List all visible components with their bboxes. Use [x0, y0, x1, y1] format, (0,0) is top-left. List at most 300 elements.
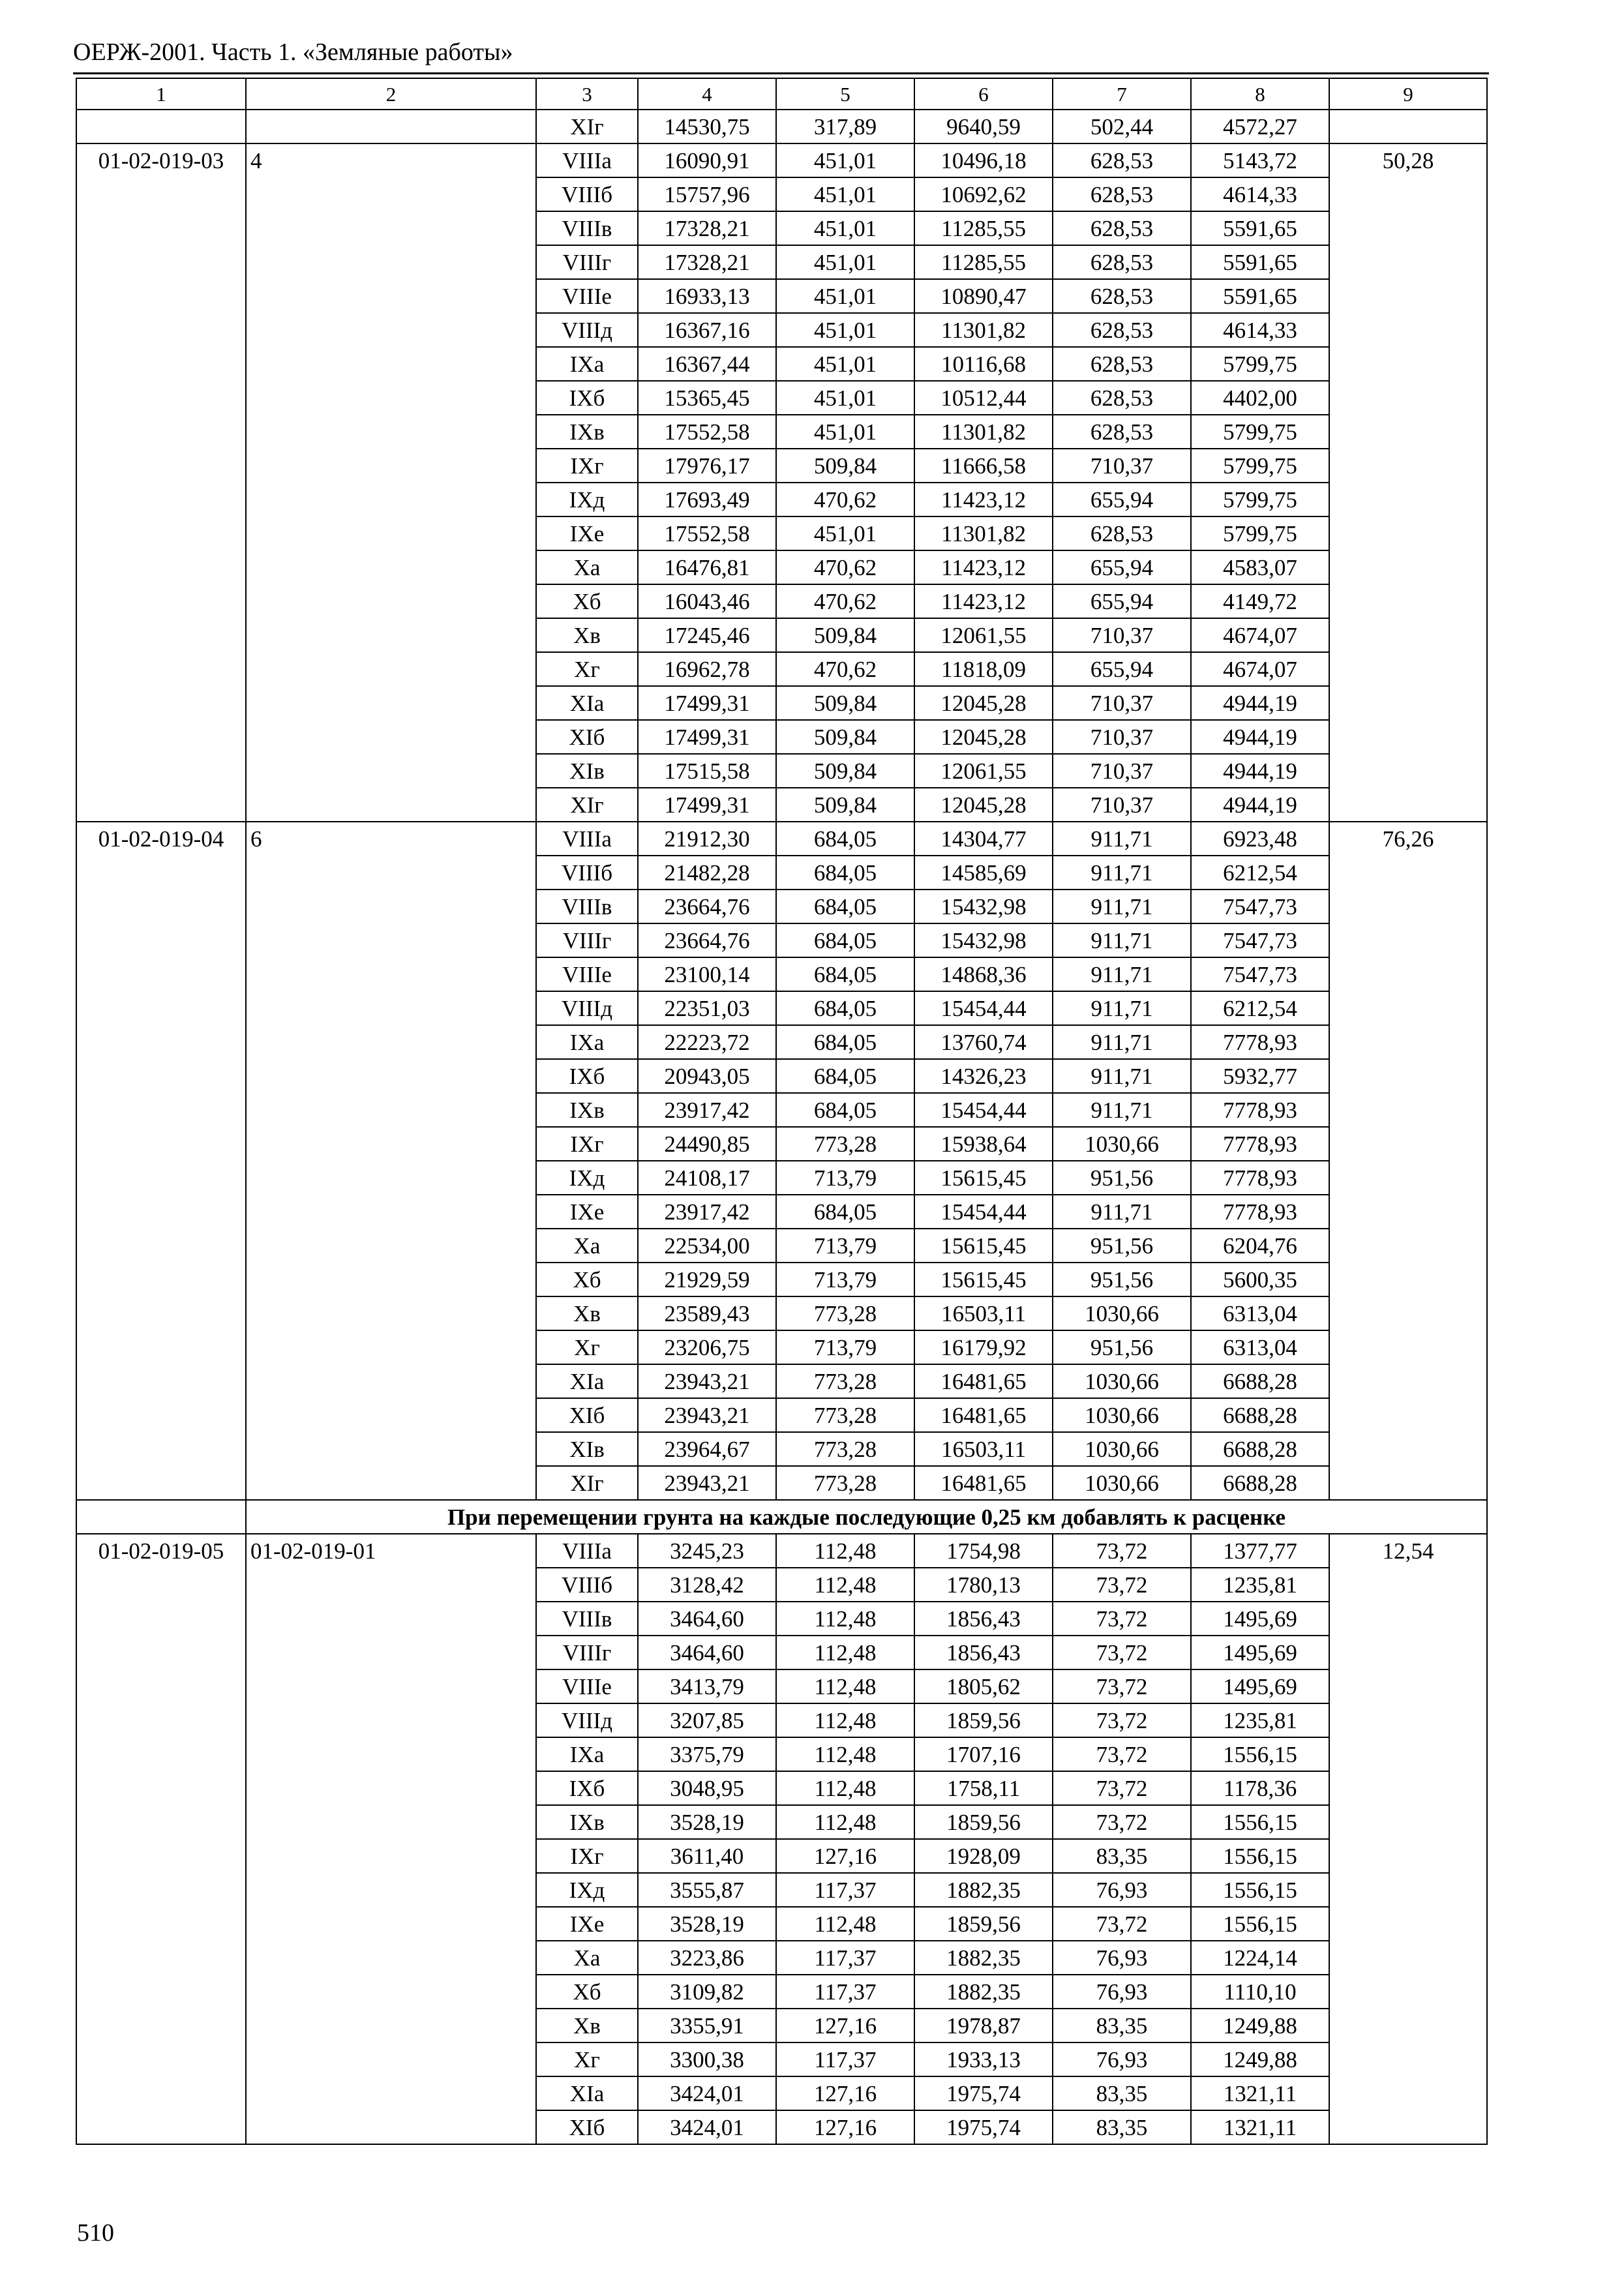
table-cell: 1178,36 — [1191, 1771, 1329, 1805]
table-cell: 4402,00 — [1191, 381, 1329, 415]
table-cell: 951,56 — [1053, 1263, 1191, 1296]
soil-group: VIIIв — [536, 211, 638, 245]
table-cell: 21912,30 — [638, 822, 776, 856]
table-cell: 451,01 — [776, 381, 914, 415]
table-cell: 6688,28 — [1191, 1432, 1329, 1466]
table-cell: 14530,75 — [638, 110, 776, 143]
table-cell: 1030,66 — [1053, 1127, 1191, 1161]
table-cell: 713,79 — [776, 1229, 914, 1263]
table-cell: 1556,15 — [1191, 1737, 1329, 1771]
table-cell: 16481,65 — [914, 1364, 1053, 1398]
soil-group: IXб — [536, 1771, 638, 1805]
table-cell: 17328,21 — [638, 211, 776, 245]
column-number: 1 — [76, 78, 246, 110]
table-cell: 17499,31 — [638, 686, 776, 720]
column-number: 9 — [1329, 78, 1487, 110]
soil-group: IXг — [536, 449, 638, 483]
table-cell: 22534,00 — [638, 1229, 776, 1263]
table-cell: 14585,69 — [914, 856, 1053, 890]
table-cell: 509,84 — [776, 720, 914, 754]
table-cell: 4614,33 — [1191, 313, 1329, 347]
table-cell: 3464,60 — [638, 1636, 776, 1669]
soil-group: IXе — [536, 516, 638, 550]
table-cell: 3528,19 — [638, 1805, 776, 1839]
soil-group: IXг — [536, 1839, 638, 1873]
soil-group: VIIIа — [536, 822, 638, 856]
table-row — [76, 110, 1487, 143]
soil-group: Xг — [536, 2042, 638, 2076]
table-cell: 16367,44 — [638, 347, 776, 381]
table-cell: 1030,66 — [1053, 1296, 1191, 1330]
table-cell: 76,93 — [1053, 1873, 1191, 1907]
soil-group: IXд — [536, 1161, 638, 1195]
soil-group: VIIIе — [536, 957, 638, 991]
table-cell: 11285,55 — [914, 211, 1053, 245]
table-cell: 7778,93 — [1191, 1093, 1329, 1127]
table-cell: 509,84 — [776, 754, 914, 788]
soil-group: IXа — [536, 1737, 638, 1771]
table-cell: 17976,17 — [638, 449, 776, 483]
column-9-value: 50,28 — [1329, 143, 1487, 822]
soil-group: VIIIв — [536, 890, 638, 923]
table-cell: 7778,93 — [1191, 1127, 1329, 1161]
soil-group: VIIIд — [536, 313, 638, 347]
table-cell: 11818,09 — [914, 652, 1053, 686]
table-cell: 911,71 — [1053, 856, 1191, 890]
soil-group: IXе — [536, 1907, 638, 1941]
table-cell: 21482,28 — [638, 856, 776, 890]
table-cell: 3528,19 — [638, 1907, 776, 1941]
table-cell: 112,48 — [776, 1669, 914, 1703]
table-cell: 14326,23 — [914, 1059, 1053, 1093]
soil-group: XIв — [536, 1432, 638, 1466]
table-cell: 17693,49 — [638, 483, 776, 516]
column-number-row — [76, 78, 1487, 110]
table-cell: 451,01 — [776, 313, 914, 347]
table-cell: 10692,62 — [914, 177, 1053, 211]
table-cell: 11301,82 — [914, 516, 1053, 550]
table-cell: 710,37 — [1053, 686, 1191, 720]
table-cell: 24108,17 — [638, 1161, 776, 1195]
soil-group: VIIIб — [536, 1568, 638, 1602]
price-table — [76, 78, 1488, 2145]
table-cell: 1030,66 — [1053, 1398, 1191, 1432]
table-cell: 451,01 — [776, 516, 914, 550]
rate-reference: 4 — [246, 143, 536, 822]
table-cell: 73,72 — [1053, 1805, 1191, 1839]
table-cell: 1859,56 — [914, 1703, 1053, 1737]
column-9-value: 76,26 — [1329, 822, 1487, 1500]
column-9-value: 12,54 — [1329, 1534, 1487, 2144]
soil-group: IXв — [536, 1805, 638, 1839]
empty-cell — [1329, 110, 1487, 143]
table-cell: 23943,21 — [638, 1364, 776, 1398]
table-cell: 23964,67 — [638, 1432, 776, 1466]
table-cell: 773,28 — [776, 1127, 914, 1161]
table-row — [76, 822, 1487, 856]
table-cell: 684,05 — [776, 1025, 914, 1059]
table-cell: 76,93 — [1053, 2042, 1191, 2076]
table-cell: 15615,45 — [914, 1161, 1053, 1195]
table-cell: 3207,85 — [638, 1703, 776, 1737]
table-cell: 15432,98 — [914, 890, 1053, 923]
table-cell: 11423,12 — [914, 483, 1053, 516]
table-cell: 3424,01 — [638, 2076, 776, 2110]
table-cell: 1859,56 — [914, 1805, 1053, 1839]
table-cell: 684,05 — [776, 822, 914, 856]
table-cell: 3109,82 — [638, 1975, 776, 2009]
column-number: 3 — [536, 78, 638, 110]
table-cell: 911,71 — [1053, 1195, 1191, 1229]
soil-group: VIIIе — [536, 1669, 638, 1703]
table-cell: 628,53 — [1053, 143, 1191, 177]
table-cell: 951,56 — [1053, 1229, 1191, 1263]
table-cell: 1882,35 — [914, 1941, 1053, 1975]
table-cell: 6313,04 — [1191, 1296, 1329, 1330]
soil-group: Xб — [536, 584, 638, 618]
table-cell: 628,53 — [1053, 313, 1191, 347]
soil-group: VIIIа — [536, 143, 638, 177]
table-cell: 773,28 — [776, 1398, 914, 1432]
table-cell: 773,28 — [776, 1364, 914, 1398]
table-cell: 7778,93 — [1191, 1025, 1329, 1059]
table-cell: 15757,96 — [638, 177, 776, 211]
table-cell: 4674,07 — [1191, 618, 1329, 652]
table-cell: 10496,18 — [914, 143, 1053, 177]
soil-group: XIа — [536, 1364, 638, 1398]
column-number: 4 — [638, 78, 776, 110]
soil-group: XIа — [536, 2076, 638, 2110]
table-cell: 5600,35 — [1191, 1263, 1329, 1296]
table-cell: 20943,05 — [638, 1059, 776, 1093]
table-cell: 451,01 — [776, 177, 914, 211]
table-cell: 684,05 — [776, 1195, 914, 1229]
table-cell: 5591,65 — [1191, 279, 1329, 313]
soil-group: VIIIг — [536, 245, 638, 279]
table-cell: 1495,69 — [1191, 1636, 1329, 1669]
soil-group: IXб — [536, 381, 638, 415]
table-cell: 73,72 — [1053, 1534, 1191, 1568]
table-cell: 7547,73 — [1191, 890, 1329, 923]
table-cell: 710,37 — [1053, 618, 1191, 652]
table-cell: 1754,98 — [914, 1534, 1053, 1568]
table-cell: 112,48 — [776, 1602, 914, 1636]
table-cell: 5799,75 — [1191, 483, 1329, 516]
table-cell: 11423,12 — [914, 584, 1053, 618]
soil-group: VIIIг — [536, 923, 638, 957]
column-number: 6 — [914, 78, 1053, 110]
table-cell: 628,53 — [1053, 177, 1191, 211]
table-cell: 23917,42 — [638, 1195, 776, 1229]
table-cell: 23589,43 — [638, 1296, 776, 1330]
table-cell: 6204,76 — [1191, 1229, 1329, 1263]
table-cell: 911,71 — [1053, 957, 1191, 991]
table-cell: 655,94 — [1053, 584, 1191, 618]
table-cell: 6212,54 — [1191, 856, 1329, 890]
table-cell: 127,16 — [776, 2009, 914, 2042]
table-cell: 4674,07 — [1191, 652, 1329, 686]
table-cell: 5143,72 — [1191, 143, 1329, 177]
table-cell: 5799,75 — [1191, 415, 1329, 449]
table-cell: 17552,58 — [638, 516, 776, 550]
table-cell: 112,48 — [776, 1534, 914, 1568]
table-cell: 4149,72 — [1191, 584, 1329, 618]
table-cell: 628,53 — [1053, 245, 1191, 279]
table-cell: 73,72 — [1053, 1568, 1191, 1602]
rate-code: 01-02-019-05 — [76, 1534, 246, 2144]
table-cell: 21929,59 — [638, 1263, 776, 1296]
table-cell: 951,56 — [1053, 1330, 1191, 1364]
table-cell: 710,37 — [1053, 754, 1191, 788]
table-cell: 911,71 — [1053, 1093, 1191, 1127]
table-cell: 6688,28 — [1191, 1398, 1329, 1432]
table-cell: 73,72 — [1053, 1771, 1191, 1805]
table-cell: 16962,78 — [638, 652, 776, 686]
table-cell: 17328,21 — [638, 245, 776, 279]
table-cell: 7547,73 — [1191, 923, 1329, 957]
table-cell: 17552,58 — [638, 415, 776, 449]
column-number: 2 — [246, 78, 536, 110]
table-cell: 23943,21 — [638, 1466, 776, 1500]
table-cell: 22351,03 — [638, 991, 776, 1025]
soil-group: IXб — [536, 1059, 638, 1093]
table-cell: 11301,82 — [914, 415, 1053, 449]
table-cell: 10116,68 — [914, 347, 1053, 381]
table-cell: 117,37 — [776, 1873, 914, 1907]
table-cell: 73,72 — [1053, 1737, 1191, 1771]
table-cell: 628,53 — [1053, 211, 1191, 245]
table-cell: 684,05 — [776, 923, 914, 957]
table-cell: 451,01 — [776, 245, 914, 279]
table-cell: 23664,76 — [638, 923, 776, 957]
table-cell: 5799,75 — [1191, 449, 1329, 483]
table-cell: 73,72 — [1053, 1703, 1191, 1737]
table-cell: 83,35 — [1053, 2076, 1191, 2110]
section-note: При перемещении грунта на каждые последующие 0,25 км добавлять к расценке — [246, 1500, 1487, 1534]
column-number: 7 — [1053, 78, 1191, 110]
header-rule — [73, 72, 1489, 74]
soil-group: Xб — [536, 1975, 638, 2009]
table-cell: 6923,48 — [1191, 822, 1329, 856]
table-cell: 117,37 — [776, 1941, 914, 1975]
table-cell: 112,48 — [776, 1737, 914, 1771]
table-cell: 14868,36 — [914, 957, 1053, 991]
table-cell: 15432,98 — [914, 923, 1053, 957]
table-cell: 1030,66 — [1053, 1466, 1191, 1500]
table-cell: XIг — [536, 110, 638, 143]
table-cell: 1859,56 — [914, 1907, 1053, 1941]
table-cell: 16090,91 — [638, 143, 776, 177]
soil-group: IXд — [536, 483, 638, 516]
table-cell: 1707,16 — [914, 1737, 1053, 1771]
table-cell: 951,56 — [1053, 1161, 1191, 1195]
table-cell: 3375,79 — [638, 1737, 776, 1771]
soil-group: Xг — [536, 652, 638, 686]
soil-group: Xб — [536, 1263, 638, 1296]
table-cell: 16503,11 — [914, 1432, 1053, 1466]
soil-group: IXд — [536, 1873, 638, 1907]
table-cell: 3424,01 — [638, 2110, 776, 2144]
soil-group: VIIIб — [536, 856, 638, 890]
table-cell: 684,05 — [776, 991, 914, 1025]
column-number: 8 — [1191, 78, 1329, 110]
table-cell: 23917,42 — [638, 1093, 776, 1127]
table-cell: 628,53 — [1053, 381, 1191, 415]
table-cell: 6688,28 — [1191, 1364, 1329, 1398]
table-cell: 1556,15 — [1191, 1873, 1329, 1907]
table-cell: 628,53 — [1053, 516, 1191, 550]
table-cell: 23206,75 — [638, 1330, 776, 1364]
table-cell: 112,48 — [776, 1907, 914, 1941]
table-cell: 713,79 — [776, 1161, 914, 1195]
soil-group: XIг — [536, 788, 638, 822]
table-cell: 12061,55 — [914, 754, 1053, 788]
table-cell: 1495,69 — [1191, 1669, 1329, 1703]
soil-group: VIIIе — [536, 279, 638, 313]
table-cell: 17515,58 — [638, 754, 776, 788]
table-cell: 7778,93 — [1191, 1161, 1329, 1195]
soil-group: VIIIг — [536, 1636, 638, 1669]
empty-cell — [246, 110, 536, 143]
table-cell: 655,94 — [1053, 483, 1191, 516]
table-cell: 112,48 — [776, 1568, 914, 1602]
table-cell: 3464,60 — [638, 1602, 776, 1636]
table-cell: 1235,81 — [1191, 1703, 1329, 1737]
table-row — [76, 143, 1487, 177]
table-cell: 1978,87 — [914, 2009, 1053, 2042]
table-cell: 470,62 — [776, 550, 914, 584]
table-cell: 1856,43 — [914, 1636, 1053, 1669]
table-cell: 117,37 — [776, 1975, 914, 2009]
soil-group: XIб — [536, 1398, 638, 1432]
table-cell: 3413,79 — [638, 1669, 776, 1703]
rate-reference: 6 — [246, 822, 536, 1500]
table-cell: 16043,46 — [638, 584, 776, 618]
table-cell: 16933,13 — [638, 279, 776, 313]
table-cell: 1030,66 — [1053, 1432, 1191, 1466]
table-cell: 5932,77 — [1191, 1059, 1329, 1093]
soil-group: XIб — [536, 720, 638, 754]
empty-cell — [76, 1500, 246, 1534]
table-cell: 12045,28 — [914, 686, 1053, 720]
table-cell: 3245,23 — [638, 1534, 776, 1568]
table-cell: 3355,91 — [638, 2009, 776, 2042]
table-cell: 4614,33 — [1191, 177, 1329, 211]
table-cell: 911,71 — [1053, 991, 1191, 1025]
soil-group: XIг — [536, 1466, 638, 1500]
table-cell: 17499,31 — [638, 788, 776, 822]
table-cell: 628,53 — [1053, 347, 1191, 381]
table-cell: 451,01 — [776, 415, 914, 449]
soil-group: VIIIд — [536, 991, 638, 1025]
soil-group: IXа — [536, 1025, 638, 1059]
table-cell: 1321,11 — [1191, 2110, 1329, 2144]
table-cell: 112,48 — [776, 1805, 914, 1839]
table-cell: 1235,81 — [1191, 1568, 1329, 1602]
table-cell: 655,94 — [1053, 550, 1191, 584]
table-cell: 14304,77 — [914, 822, 1053, 856]
table-cell: 1975,74 — [914, 2110, 1053, 2144]
table-cell: 1780,13 — [914, 1568, 1053, 1602]
table-cell: 1805,62 — [914, 1669, 1053, 1703]
table-cell: 911,71 — [1053, 822, 1191, 856]
soil-group: Xв — [536, 618, 638, 652]
table-cell: 684,05 — [776, 856, 914, 890]
table-cell: 6313,04 — [1191, 1330, 1329, 1364]
table-cell: 11666,58 — [914, 449, 1053, 483]
table-cell: 15454,44 — [914, 1093, 1053, 1127]
rate-reference: 01-02-019-01 — [246, 1534, 536, 2144]
table-cell: 509,84 — [776, 618, 914, 652]
table-cell: 5799,75 — [1191, 516, 1329, 550]
table-cell: 10890,47 — [914, 279, 1053, 313]
table-cell: 1556,15 — [1191, 1839, 1329, 1873]
table-cell: 470,62 — [776, 483, 914, 516]
table-cell: 710,37 — [1053, 720, 1191, 754]
table-cell: 5591,65 — [1191, 245, 1329, 279]
table-cell: 509,84 — [776, 449, 914, 483]
table-cell: 15454,44 — [914, 1195, 1053, 1229]
table-cell: 1856,43 — [914, 1602, 1053, 1636]
table-cell: 9640,59 — [914, 110, 1053, 143]
soil-group: Xа — [536, 1229, 638, 1263]
table-cell: 1321,11 — [1191, 2076, 1329, 2110]
table-cell: 773,28 — [776, 1466, 914, 1500]
table-cell: 4944,19 — [1191, 720, 1329, 754]
rate-code: 01-02-019-04 — [76, 822, 246, 1500]
soil-group: VIIIа — [536, 1534, 638, 1568]
table-cell: 4944,19 — [1191, 686, 1329, 720]
table-cell: 73,72 — [1053, 1907, 1191, 1941]
table-cell: 1882,35 — [914, 1873, 1053, 1907]
table-cell: 911,71 — [1053, 890, 1191, 923]
table-cell: 470,62 — [776, 584, 914, 618]
table-cell: 1110,10 — [1191, 1975, 1329, 2009]
table-cell: 911,71 — [1053, 1059, 1191, 1093]
table-cell: 509,84 — [776, 788, 914, 822]
table-cell: 317,89 — [776, 110, 914, 143]
soil-group: IXв — [536, 1093, 638, 1127]
table-cell: 451,01 — [776, 143, 914, 177]
table-cell: 1249,88 — [1191, 2009, 1329, 2042]
table-cell: 112,48 — [776, 1703, 914, 1737]
soil-group: Xв — [536, 1296, 638, 1330]
table-cell: 470,62 — [776, 652, 914, 686]
table-cell: 509,84 — [776, 686, 914, 720]
table-cell: 24490,85 — [638, 1127, 776, 1161]
table-cell: 7547,73 — [1191, 957, 1329, 991]
soil-group: Xг — [536, 1330, 638, 1364]
table-cell: 73,72 — [1053, 1636, 1191, 1669]
table-cell: 684,05 — [776, 890, 914, 923]
table-cell: 11301,82 — [914, 313, 1053, 347]
table-cell: 628,53 — [1053, 279, 1191, 313]
soil-group: Xа — [536, 550, 638, 584]
table-cell: 502,44 — [1053, 110, 1191, 143]
table-cell: 4572,27 — [1191, 110, 1329, 143]
table-cell: 12045,28 — [914, 788, 1053, 822]
table-cell: 83,35 — [1053, 2009, 1191, 2042]
table-cell: 1224,14 — [1191, 1941, 1329, 1975]
table-cell: 1249,88 — [1191, 2042, 1329, 2076]
table-cell: 1556,15 — [1191, 1805, 1329, 1839]
table-cell: 17499,31 — [638, 720, 776, 754]
table-cell: 451,01 — [776, 347, 914, 381]
soil-group: IXг — [536, 1127, 638, 1161]
table-cell: 713,79 — [776, 1263, 914, 1296]
table-cell: 1928,09 — [914, 1839, 1053, 1873]
soil-group: Xа — [536, 1941, 638, 1975]
